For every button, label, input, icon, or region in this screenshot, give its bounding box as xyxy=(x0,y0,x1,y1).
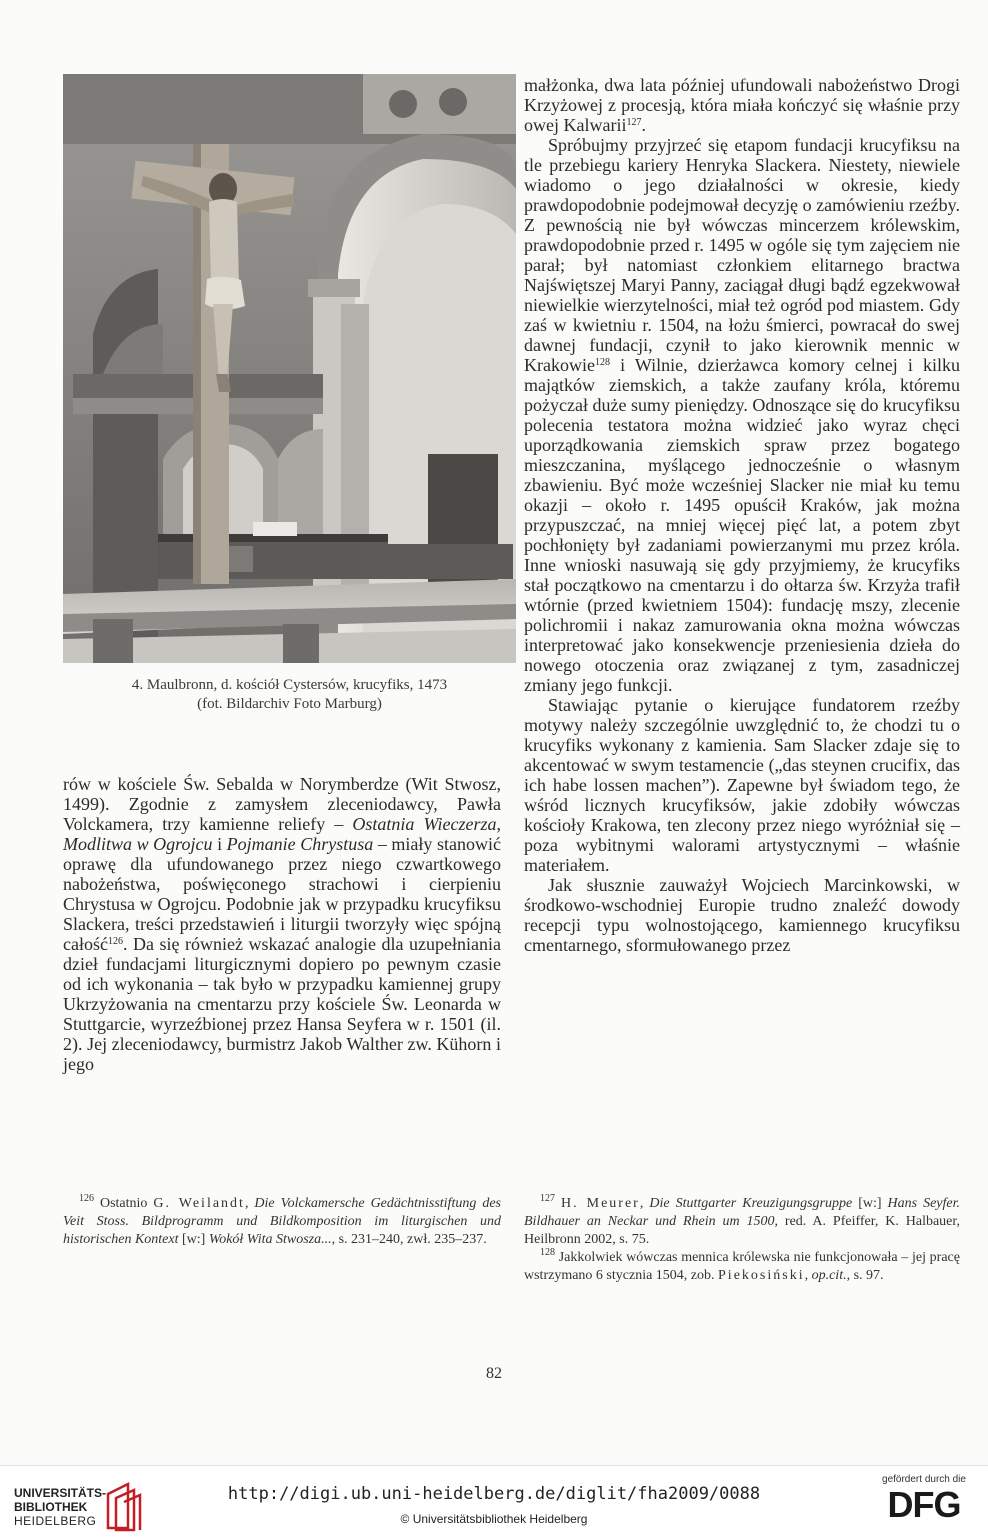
left-paragraph xyxy=(63,774,501,1074)
footnote-ref-126[interactable]: 126 xyxy=(107,936,123,947)
dfg-tagline: gefördert durch die xyxy=(882,1474,966,1485)
right-paragraph-4: Jak słusznie zauważył Wojciech Marcinkowski, w środkowo-wschodniej Europie trudno znaleźć dowody recepcji typu wolnostojącego, kamiennego krucyfiksu cmentarnego, sformułowanego przez xyxy=(524,875,960,955)
text-span: , xyxy=(639,1196,650,1211)
text-span: – miały stanowić oprawę dla ufundowanego przez niego czwartkowego nabożeństwa, poświęconego strachowi i cierpieniu Chrystusa w Ogrojcu. Podobnie jak w przypadku krucyfiksu Slackera, treści przedstawień i liturgii tworzyły więc spójną całość xyxy=(63,834,501,954)
library-line3: HEIDELBERG xyxy=(14,1514,97,1528)
text-span: , s. 231–240, zwł. 235–237. xyxy=(331,1232,487,1247)
library-line2: BIBLIOTHEK xyxy=(14,1500,88,1514)
dfg-logo[interactable] xyxy=(876,1474,972,1525)
text-span: [w:] xyxy=(178,1232,209,1247)
crucifix-photograph xyxy=(63,74,516,663)
footnote-number: 126 xyxy=(79,1193,94,1204)
text-span: Jakkolwiek wówczas mennica królewska nie funkcjonowała – jej pracę wstrzymano 6 stycznia 1504, zob. xyxy=(524,1250,960,1283)
text-span: , red. A. Pfeiffer, K. Halbauer, Heilbronn 2002, s. 75. xyxy=(524,1214,960,1247)
text-span: , s. 97. xyxy=(846,1268,884,1283)
footnote-ref-127[interactable]: 127 xyxy=(626,117,642,128)
right-paragraph-1 xyxy=(524,75,960,135)
text-span: rów w kościele Św. Sebalda w Norymberdze (Wit Stwosz, 1499). Zgodnie z zamysłem zleceniodawcy, Pawła Volckamera, trzy kamienne reliefy – xyxy=(63,774,501,834)
right-paragraph-3: Stawiając pytanie o kierujące fundatorem rzeźby motywy należy szczególnie uwzględnić to, że chodzi tu o krucyfiks wykonany z kamienia. Sam Slacker zdaje się to akcentować w swym testamencie („das steynen crucifix, das ich habe lossen machen”). Zapewne był świadom tego, że wśród licznych krucyfiksów, jakie zdobiły wówczas kościoły Krakowa, ten zlecony przez niego wyróżniał się – poza wybitnymi walorami artystycznymi – właśnie materiałem. xyxy=(524,695,960,875)
footnote-author: G. Weilandt xyxy=(153,1196,245,1211)
figure-caption-line2: (fot. Bildarchiv Foto Marburg) xyxy=(197,696,382,712)
page-number: 82 xyxy=(486,1365,502,1382)
footnote-title: Hans Seyfer. Bildhauer an Neckar und Rhein um 1500 xyxy=(524,1196,961,1229)
title-ostatnia-wieczerza: Ostatnia Wieczerza xyxy=(352,814,497,834)
footnotes-left xyxy=(63,1195,501,1249)
text-span: , xyxy=(244,1196,255,1211)
footnote-title: Die Volckamersche Gedächtnisstiftung des Veit Stoss. Bildprogramm und Bildkomposition im liturgischen und historischen Kontext xyxy=(63,1196,501,1247)
footnote-ref-128[interactable]: 128 xyxy=(594,357,610,368)
footnote-author: H. Meurer xyxy=(561,1196,640,1211)
text-span: małżonka, dwa lata później ufundowali nabożeństwo Drogi Krzyżowej z procesją, która miała kończyć się właśnie przy owej Kalwarii xyxy=(524,75,960,135)
text-span: . xyxy=(641,115,646,135)
footnote-title: op.cit. xyxy=(811,1268,847,1283)
text-span: . Da się również wskazać analogie dla uzupełniania dzieł fundacjami liturgicznymi dopiero po pewnym czasie od ich wykonania – tak było w przypadku kamiennej grupy Ukrzyżowania na cmentarzu przy kościele Św. Leonarda w Stuttgarcie, wyrzeźbionej przez Hansa Seyfera w r. 1501 (il. 2). Jej zleceniodawcy, burmistrz Jakob Walther zw. Kühorn i jego xyxy=(63,934,501,1074)
footnotes-right xyxy=(524,1195,960,1285)
text-span: Ostatnio xyxy=(94,1196,154,1211)
footnote-128 xyxy=(524,1249,960,1285)
figure-caption-line1: 4. Maulbronn, d. kościół Cystersów, krucyfiks, 1473 xyxy=(131,677,448,693)
photo-drawing xyxy=(63,74,516,663)
text-span: , xyxy=(804,1268,812,1283)
footnote-126 xyxy=(63,1195,501,1249)
text-span: Spróbujmy przyjrzeć się etapom fundacji krucyfiksu na tle przebiegu kariery Henryka Slackera. Niestety, niewiele wiadomo o jego działalności w okresie, kiedy prawdopodobnie podejmował decyzję o zamówieniu rzeźby. Z pewnością nie był wówczas mincerzem królewskim, prawdopodobnie przed r. 1495 w ogóle się tym zajęciem nie parał; był natomiast członkiem elitarnego bractwa Najświętszej Maryi Panny, zaciągał długi bądź egzekwował niewielkie wierzytelności, miał też ogród pod miastem. Gdy zaś w kwietniu r. 1504, na łożu śmierci, powracał do swej dawnej fundacji, czynił to jako kierownik mennic w Krakowie xyxy=(524,135,960,375)
title-modlitwa-w-ogrojcu: Modlitwa w Ogrojcu xyxy=(63,834,213,854)
footnote-number: 128 xyxy=(540,1247,555,1258)
footnote-number: 127 xyxy=(540,1193,555,1204)
footnote-author: Piekosiński xyxy=(718,1268,805,1283)
dfg-wordmark: DFG xyxy=(887,1484,961,1525)
right-paragraph-2 xyxy=(524,135,960,695)
figure-caption xyxy=(63,676,516,714)
title-pojmanie-chrystusa: Pojmanie Chrystusa xyxy=(226,834,374,854)
footnote-title: Wokół Wita Stwosza... xyxy=(208,1232,332,1247)
document-url-link[interactable]: http://digi.ub.uni-heidelberg.de/diglit/fha2009/0088 xyxy=(227,1484,761,1504)
right-text-column xyxy=(524,75,960,955)
text-span: i Wilnie, dzierżawca komory celnej i kilku majątków ziemskich, a także zaufany króla, któremu pożyczał duże sumy pieniędzy. Odnoszące się do krucyfiksu polecenia testatora można widzieć jako wyraz chęci uporządkowania ziemskich spraw przez bogatego mieszczanina, myślącego jednocześnie o własnym zbawieniu. Być może wcześniej Slacker nie miał ku temu okazji – około r. 1495 opuścił Kraków, jak można przypuszczać, na mniej więcej pięć lat, a potem zbyt pochłonięty był zadaniami powierzanymi mu przez króla. Inne wnioski nasuwają się gdy przyjmiemy, że krucyfiks stał początkowo na cmentarzu i do ołtarza św. Krzyża trafił wtórnie (przed kwietniem 1504): fundację mszy, zlecenie polichromii i nakaz zamurowania okna można wówczas interpretować jako konsekwencje przeniesienia dzieła do nowego otoczenia oraz związanej z tym, zasadniczej zmiany jego funkcji. xyxy=(524,355,960,695)
text-span: [w:] xyxy=(852,1196,888,1211)
footnote-127 xyxy=(524,1195,960,1249)
copyright-notice: © Universitätsbibliothek Heidelberg xyxy=(400,1512,588,1526)
left-text-column xyxy=(63,774,501,1074)
text-span: i xyxy=(212,834,227,854)
text-span: , xyxy=(496,814,501,834)
footnote-title: Die Stuttgarter Kreuzigungsgruppe xyxy=(649,1196,853,1211)
library-line1: UNIVERSITÄTS- xyxy=(14,1486,107,1500)
viewer-footer xyxy=(0,1465,988,1537)
